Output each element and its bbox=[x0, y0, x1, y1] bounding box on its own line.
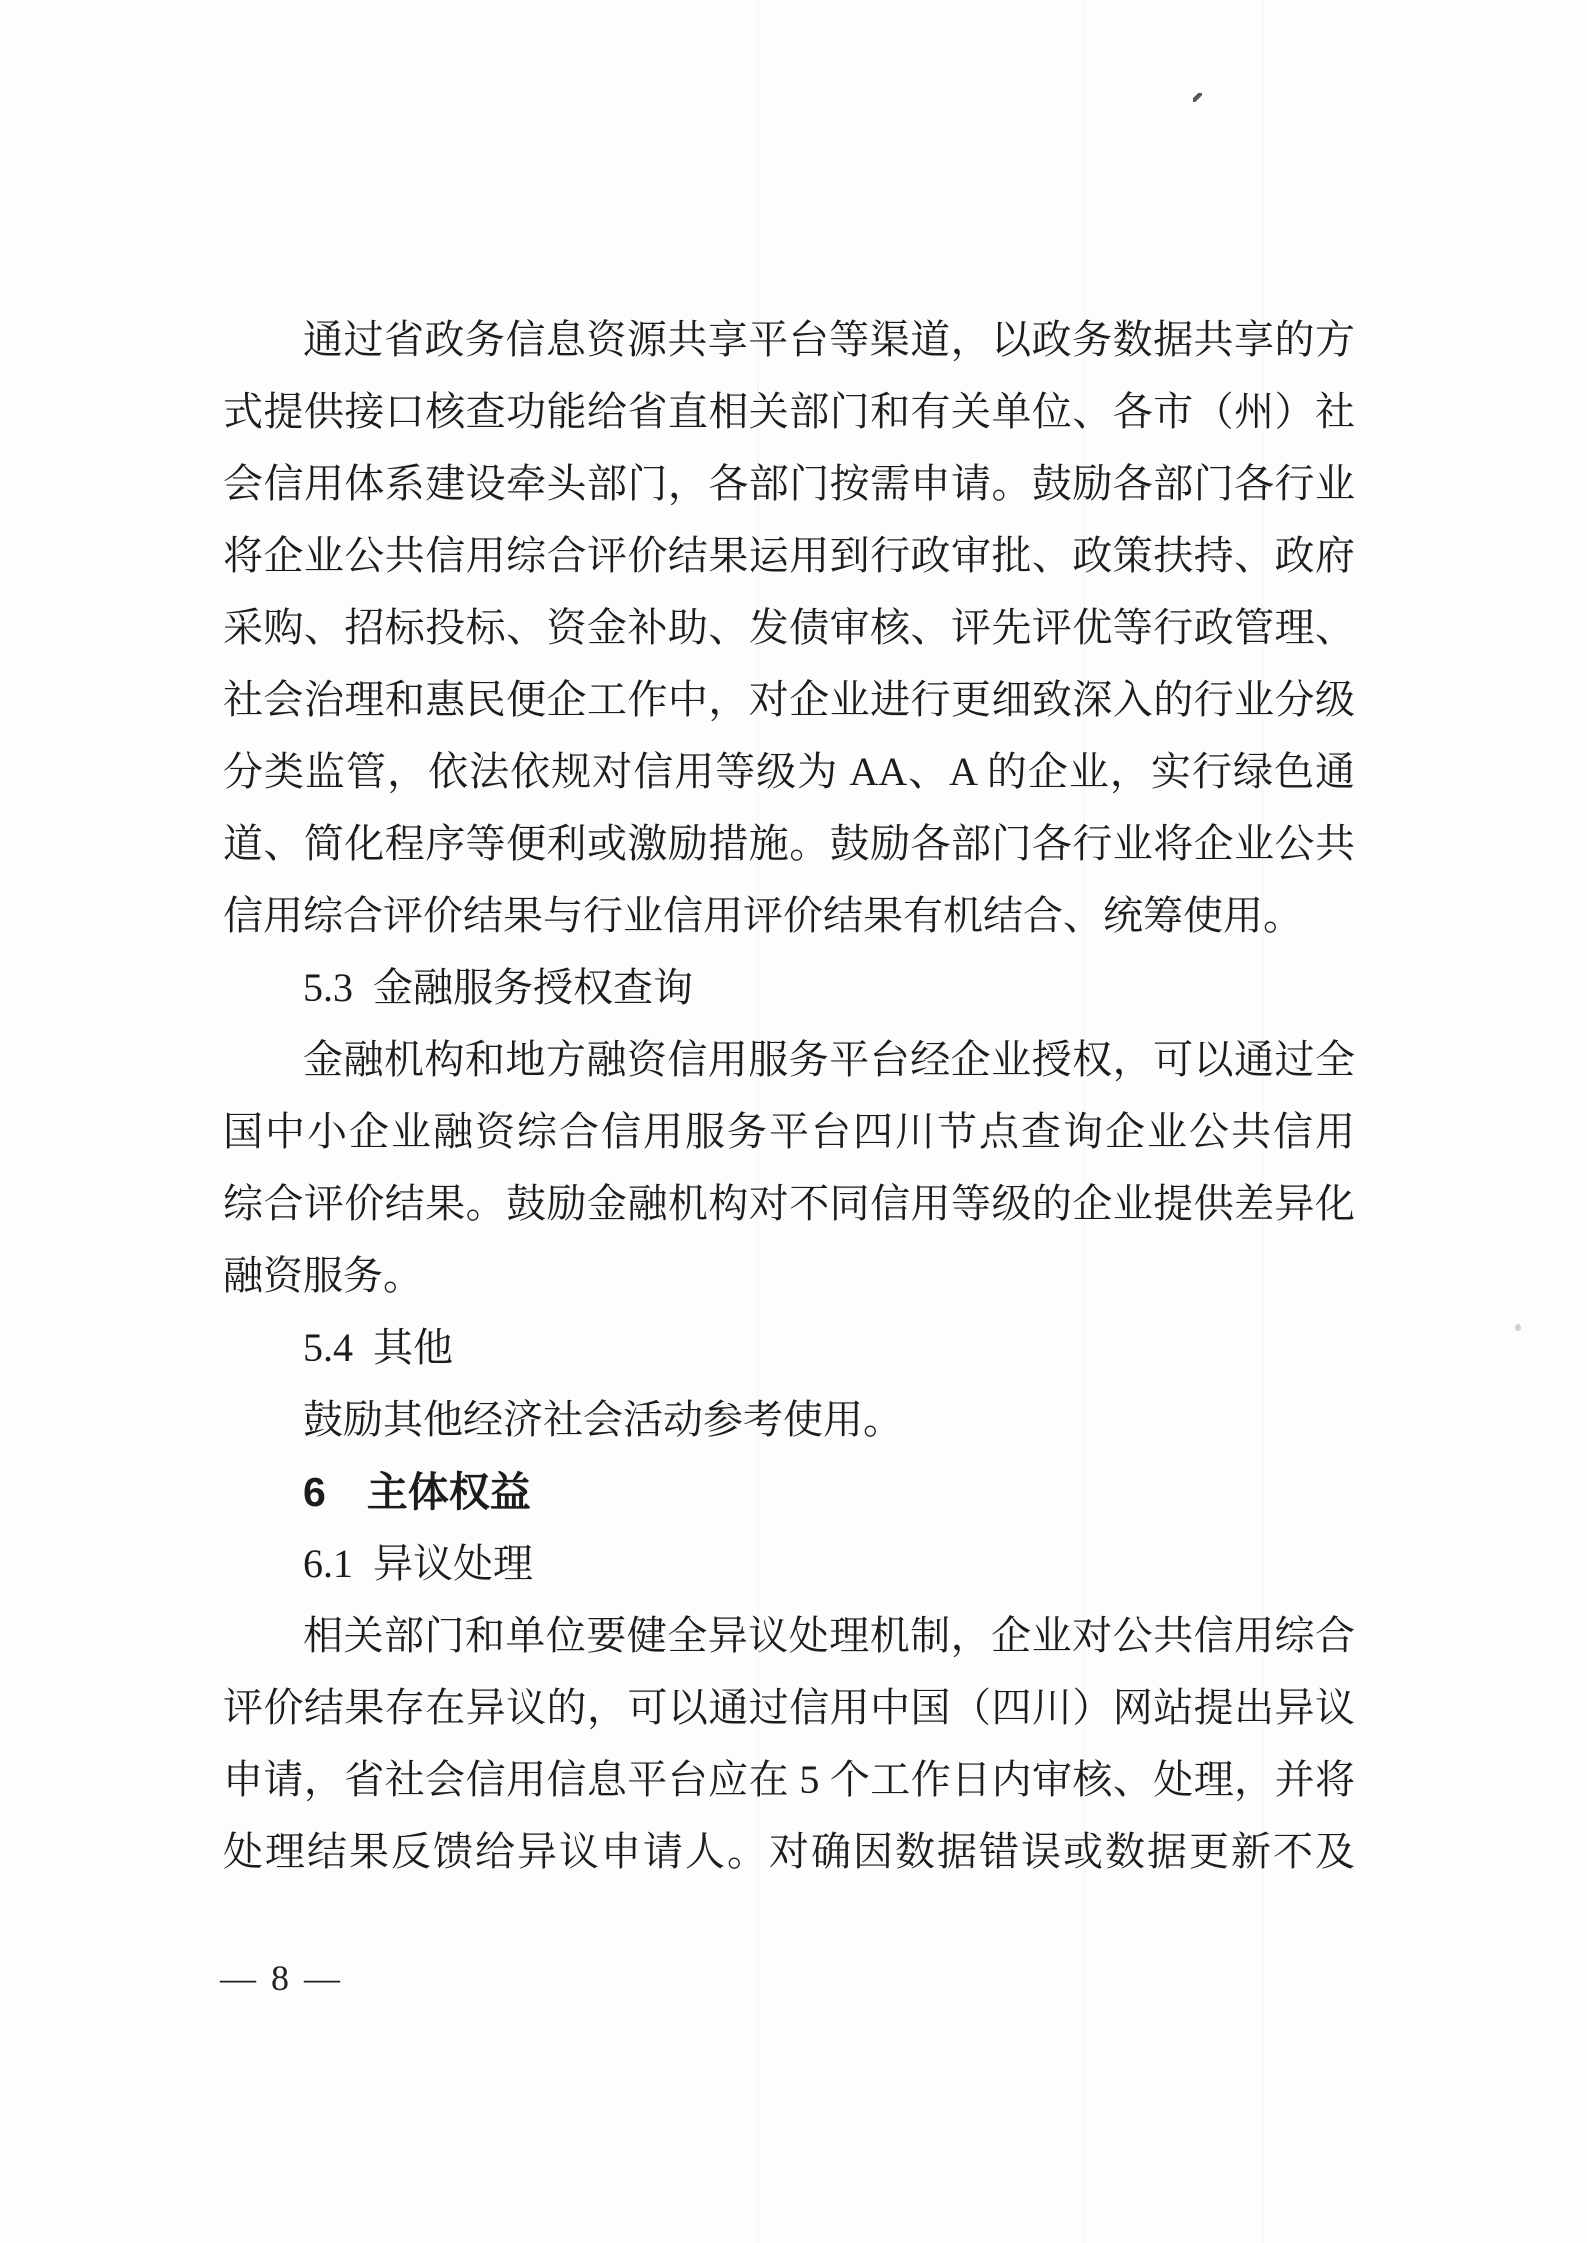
text-line: 分类监管，依法依规对信用等级为 AA、A 的企业，实行绿色通 bbox=[223, 749, 1355, 794]
text-line: 将企业公共信用综合评价结果运用到行政审批、政策扶持、政府 bbox=[223, 533, 1355, 578]
text-line: 采购、招标投标、资金补助、发债审核、评先评优等行政管理、 bbox=[223, 605, 1355, 650]
text-line: 会信用体系建设牵头部门，各部门按需申请。鼓励各部门各行业 bbox=[223, 461, 1355, 506]
text-line: 融资服务。 bbox=[223, 1253, 423, 1298]
text-line: 信用综合评价结果与行业信用评价结果有机结合、统筹使用。 bbox=[223, 893, 1303, 938]
text-line: 综合评价结果。鼓励金融机构对不同信用等级的企业提供差异化 bbox=[223, 1181, 1355, 1226]
section-heading: 6 主体权益 bbox=[303, 1469, 531, 1515]
text-line: 国中小企业融资综合信用服务平台四川节点查询企业公共信用 bbox=[223, 1109, 1355, 1154]
scan-speck bbox=[1193, 93, 1202, 102]
text-line: 鼓励其他经济社会活动参考使用。 bbox=[303, 1397, 903, 1442]
text-line: 处理结果反馈给异议申请人。对确因数据错误或数据更新不及 bbox=[223, 1829, 1355, 1874]
page-number: — 8 — bbox=[220, 1958, 343, 1998]
subsection-heading: 5.3 金融服务授权查询 bbox=[303, 965, 693, 1010]
text-line: 道、简化程序等便利或激励措施。鼓励各部门各行业将企业公共 bbox=[223, 821, 1355, 866]
scan-speck bbox=[1515, 1324, 1521, 1331]
subsection-heading: 5.4 其他 bbox=[303, 1325, 453, 1370]
subsection-heading: 6.1 异议处理 bbox=[303, 1541, 533, 1586]
text-line: 金融机构和地方融资信用服务平台经企业授权，可以通过全 bbox=[303, 1037, 1355, 1082]
document-body bbox=[223, 304, 1355, 1888]
text-line: 式提供接口核查功能给省直相关部门和有关单位、各市（州）社 bbox=[223, 389, 1355, 434]
text-line: 通过省政务信息资源共享平台等渠道，以政务数据共享的方 bbox=[303, 317, 1355, 362]
text-line: 申请，省社会信用信息平台应在 5 个工作日内审核、处理，并将 bbox=[223, 1757, 1355, 1802]
text-line: 相关部门和单位要健全异议处理机制，企业对公共信用综合 bbox=[303, 1613, 1355, 1658]
text-line: 社会治理和惠民便企工作中，对企业进行更细致深入的行业分级 bbox=[223, 677, 1355, 722]
text-line: 评价结果存在异议的，可以通过信用中国（四川）网站提出异议 bbox=[223, 1685, 1355, 1730]
